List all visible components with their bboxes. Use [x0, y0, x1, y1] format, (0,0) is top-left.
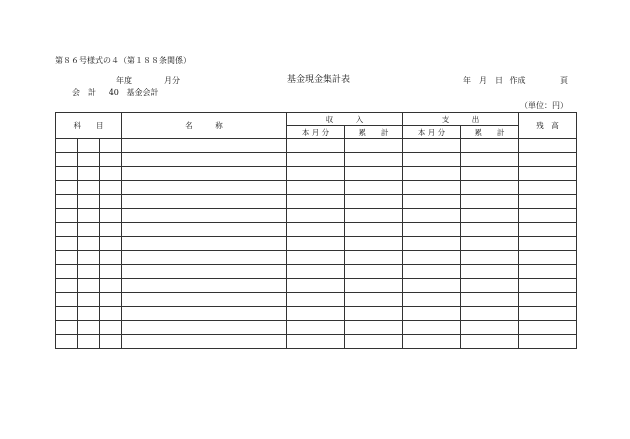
- table-row: [56, 223, 577, 237]
- table-cell: [78, 293, 100, 307]
- header-expense: 支 出: [403, 113, 519, 126]
- unit-label: （単位：円）: [520, 101, 568, 110]
- table-cell: [100, 237, 122, 251]
- table-cell: [78, 153, 100, 167]
- table-cell: [461, 251, 519, 265]
- table-cell: [122, 195, 287, 209]
- table-cell: [287, 251, 345, 265]
- table-cell: [287, 195, 345, 209]
- table-cell: [100, 209, 122, 223]
- table-cell: [100, 251, 122, 265]
- table-cell: [403, 293, 461, 307]
- table-cell: [287, 139, 345, 153]
- table-row: [56, 279, 577, 293]
- header-income-cumulative: 累 計: [345, 126, 403, 139]
- table-cell: [100, 167, 122, 181]
- table-cell: [287, 237, 345, 251]
- table-cell: [100, 307, 122, 321]
- table-cell: [56, 321, 78, 335]
- table-cell: [287, 335, 345, 349]
- table-cell: [56, 223, 78, 237]
- form-number: 第８６号様式の４（第１８８条関係）: [55, 56, 191, 65]
- table-body: [56, 139, 577, 349]
- table-cell: [78, 265, 100, 279]
- table-cell: [519, 279, 577, 293]
- table-row: [56, 181, 577, 195]
- table-row: [56, 153, 577, 167]
- table-cell: [519, 251, 577, 265]
- table-cell: [100, 265, 122, 279]
- table-cell: [78, 139, 100, 153]
- table-cell: [345, 237, 403, 251]
- table-cell: [122, 181, 287, 195]
- header-income: 収 入: [287, 113, 403, 126]
- table-cell: [56, 279, 78, 293]
- table-cell: [122, 251, 287, 265]
- table-cell: [345, 167, 403, 181]
- account-code: 40: [108, 88, 119, 97]
- table-cell: [122, 335, 287, 349]
- table-cell: [287, 167, 345, 181]
- table-cell: [100, 139, 122, 153]
- header-expense-this-month: 本 月 分: [403, 126, 461, 139]
- table-cell: [519, 223, 577, 237]
- table-row: [56, 335, 577, 349]
- table-cell: [56, 139, 78, 153]
- table-cell: [345, 195, 403, 209]
- table-cell: [287, 293, 345, 307]
- created-date-label: 年 月 日 作成: [463, 76, 526, 85]
- header-expense-cumulative: 累 計: [461, 126, 519, 139]
- table-cell: [461, 209, 519, 223]
- table-cell: [345, 139, 403, 153]
- table-cell: [56, 237, 78, 251]
- table-cell: [519, 335, 577, 349]
- table-cell: [287, 307, 345, 321]
- table-cell: [403, 265, 461, 279]
- table-cell: [519, 139, 577, 153]
- table-cell: [345, 223, 403, 237]
- header-income-this-month: 本 月 分: [287, 126, 345, 139]
- table-cell: [122, 153, 287, 167]
- table-cell: [403, 321, 461, 335]
- table-cell: [345, 335, 403, 349]
- table-cell: [403, 195, 461, 209]
- table-cell: [56, 265, 78, 279]
- table-cell: [519, 209, 577, 223]
- account-label: 会 計: [72, 88, 96, 97]
- table-cell: [519, 307, 577, 321]
- table-cell: [122, 209, 287, 223]
- table-cell: [122, 321, 287, 335]
- table-cell: [56, 167, 78, 181]
- table-cell: [122, 139, 287, 153]
- table-cell: [519, 167, 577, 181]
- table-cell: [122, 167, 287, 181]
- table-cell: [403, 139, 461, 153]
- table-cell: [78, 195, 100, 209]
- table-cell: [403, 279, 461, 293]
- table-cell: [56, 335, 78, 349]
- table-cell: [461, 139, 519, 153]
- table-row: [56, 209, 577, 223]
- table-cell: [461, 237, 519, 251]
- table-cell: [100, 321, 122, 335]
- table-cell: [345, 209, 403, 223]
- table-cell: [519, 237, 577, 251]
- table-cell: [78, 237, 100, 251]
- table-row: [56, 139, 577, 153]
- table-row: [56, 321, 577, 335]
- table-cell: [56, 293, 78, 307]
- table-cell: [461, 153, 519, 167]
- table-row: [56, 265, 577, 279]
- table-cell: [56, 181, 78, 195]
- header-balance: 残 高: [519, 113, 577, 139]
- table-cell: [519, 195, 577, 209]
- table-cell: [287, 209, 345, 223]
- table-cell: [122, 237, 287, 251]
- table-cell: [403, 223, 461, 237]
- table-cell: [100, 335, 122, 349]
- table-cell: [100, 279, 122, 293]
- table-cell: [403, 335, 461, 349]
- table-cell: [78, 167, 100, 181]
- table-cell: [345, 265, 403, 279]
- table-row: [56, 237, 577, 251]
- table-row: [56, 251, 577, 265]
- table-cell: [287, 279, 345, 293]
- table-cell: [287, 321, 345, 335]
- table-cell: [287, 265, 345, 279]
- table-cell: [56, 209, 78, 223]
- table-cell: [519, 321, 577, 335]
- header-name: 名 称: [122, 113, 287, 139]
- table-cell: [461, 181, 519, 195]
- table-cell: [122, 223, 287, 237]
- table-cell: [78, 251, 100, 265]
- table-cell: [345, 293, 403, 307]
- table-cell: [56, 307, 78, 321]
- table-cell: [345, 307, 403, 321]
- table-row: [56, 293, 577, 307]
- table-cell: [519, 181, 577, 195]
- header-account: 科 目: [56, 113, 122, 139]
- table-cell: [287, 223, 345, 237]
- table-cell: [100, 195, 122, 209]
- table-cell: [56, 251, 78, 265]
- document-title: 基金現金集計表: [287, 75, 351, 85]
- table-cell: [345, 279, 403, 293]
- table-cell: [287, 153, 345, 167]
- table-cell: [100, 293, 122, 307]
- table-cell: [345, 181, 403, 195]
- year-label: 年度: [116, 76, 132, 85]
- table-cell: [100, 181, 122, 195]
- table-cell: [403, 167, 461, 181]
- table-cell: [100, 223, 122, 237]
- table-cell: [403, 153, 461, 167]
- page-label: 頁: [560, 76, 568, 85]
- account-line: [72, 89, 159, 97]
- table-cell: [403, 237, 461, 251]
- table-cell: [287, 181, 345, 195]
- table-cell: [461, 279, 519, 293]
- table-cell: [461, 167, 519, 181]
- table-cell: [122, 293, 287, 307]
- table-cell: [345, 321, 403, 335]
- table-cell: [345, 153, 403, 167]
- table-cell: [461, 293, 519, 307]
- table-cell: [78, 209, 100, 223]
- table-cell: [403, 307, 461, 321]
- table-cell: [519, 265, 577, 279]
- table-cell: [122, 265, 287, 279]
- table-cell: [78, 321, 100, 335]
- table-cell: [519, 293, 577, 307]
- table-cell: [403, 181, 461, 195]
- table-cell: [122, 279, 287, 293]
- table-cell: [122, 307, 287, 321]
- month-label: 月分: [164, 76, 180, 85]
- table-cell: [78, 223, 100, 237]
- account-name: 基金会計: [126, 88, 159, 97]
- table-cell: [461, 321, 519, 335]
- table-cell: [78, 307, 100, 321]
- table-cell: [403, 251, 461, 265]
- table-row: [56, 167, 577, 181]
- table-row: [56, 195, 577, 209]
- table-cell: [403, 209, 461, 223]
- table-cell: [78, 279, 100, 293]
- table-cell: [78, 181, 100, 195]
- table-cell: [100, 153, 122, 167]
- cash-summary-table: [55, 112, 577, 349]
- table-row: [56, 307, 577, 321]
- table-cell: [56, 153, 78, 167]
- table-cell: [78, 335, 100, 349]
- table-cell: [56, 195, 78, 209]
- table-cell: [519, 153, 577, 167]
- table-cell: [461, 195, 519, 209]
- table-cell: [461, 335, 519, 349]
- table-cell: [461, 265, 519, 279]
- table-cell: [461, 307, 519, 321]
- table-cell: [345, 251, 403, 265]
- table-cell: [461, 223, 519, 237]
